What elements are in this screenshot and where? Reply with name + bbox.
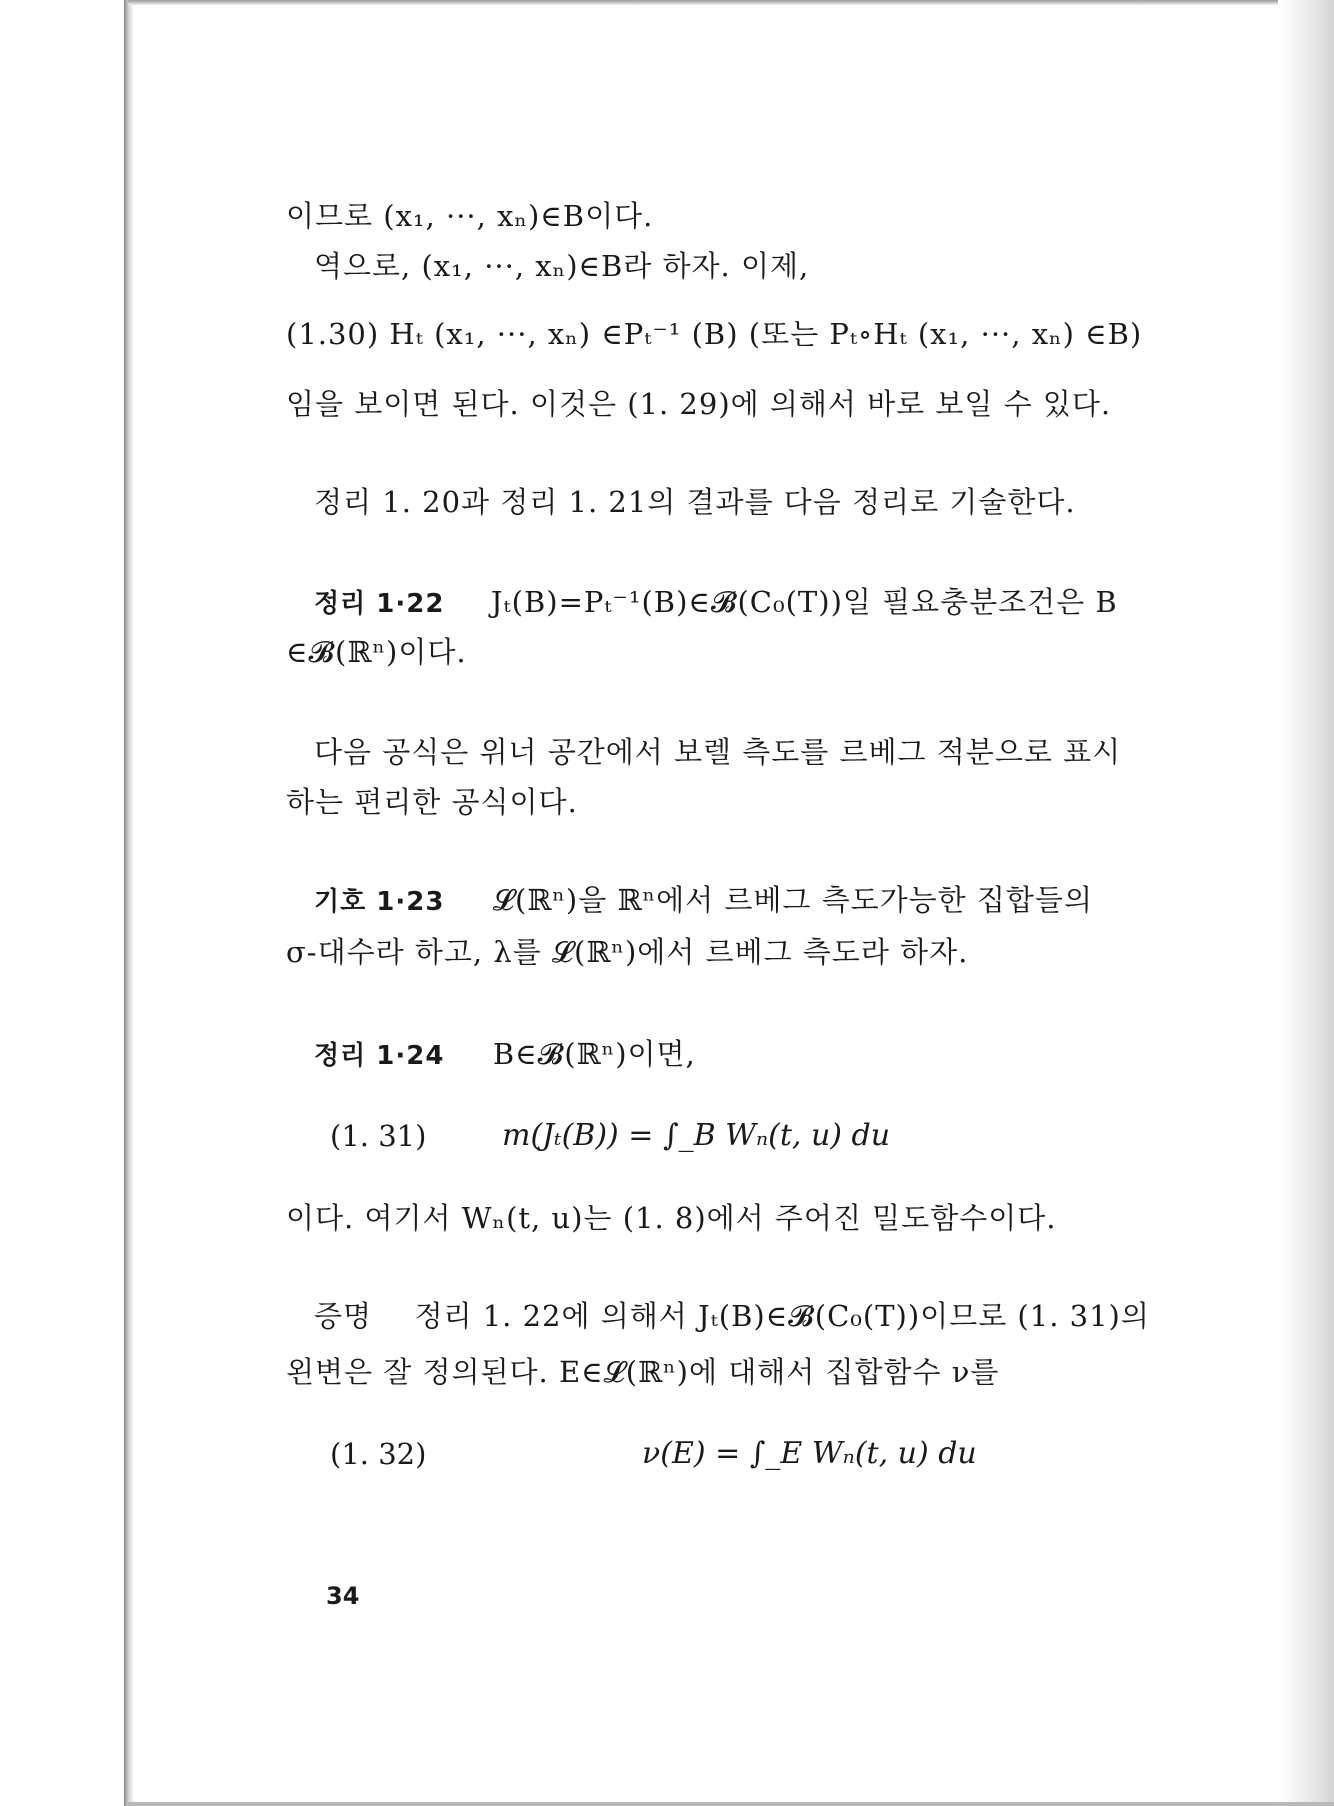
equation-1-32: ν(E) = ∫_E Wₙ(t, u) du <box>642 1436 977 1471</box>
equation-number: (1. 32) <box>330 1437 427 1471</box>
text-line-2: 역으로, (x₁, ···, xₙ)∈B라 하자. 이제, <box>314 249 810 283</box>
text-line-5: 정리 1. 20과 정리 1. 21의 결과를 다음 정리로 기술한다. <box>314 485 1076 519</box>
page-bottom-edge <box>128 1802 1334 1806</box>
page-number: 34 <box>326 1582 360 1610</box>
text-line-1: 이므로 (x₁, ···, xₙ)∈B이다. <box>286 199 654 233</box>
theorem-1-22-line <box>314 584 1118 622</box>
page-shadow-right <box>1278 0 1334 1806</box>
text-line-8: 다음 공식은 위너 공간에서 보렐 측도를 르베그 적분으로 표시 <box>314 735 1122 769</box>
theorem-text: B∈𝓑(ℝⁿ)이면, <box>492 1037 696 1071</box>
text-line-9: 하는 편리한 공식이다. <box>286 785 578 819</box>
equation-1-30: (1.30) Hₜ (x₁, ···, xₙ) ∈Pₜ⁻¹ (B) (또는 Pₜ∘Hₜ (x₁, ···, xₙ) ∈B) <box>286 317 1143 351</box>
notation-label: 기호 1·23 <box>314 887 445 917</box>
text-line-11: σ-대수라 하고, λ를 𝓛(ℝⁿ)에서 르베그 측도라 하자. <box>286 935 969 969</box>
theorem-label: 정리 1·24 <box>314 1041 445 1071</box>
theorem-label: 정리 1·22 <box>314 589 445 619</box>
proof-line <box>314 1298 1150 1334</box>
notation-1-23-line <box>314 882 1093 920</box>
text-line-4: 임을 보이면 된다. 이것은 (1. 29)에 의해서 바로 보일 수 있다. <box>286 387 1112 421</box>
text-line-14: 이다. 여기서 Wₙ(t, u)는 (1. 8)에서 주어진 밀도함수이다. <box>286 1201 1057 1235</box>
proof-label: 증명 <box>314 1299 373 1333</box>
page-edge-left <box>124 0 133 1806</box>
theorem-1-24-line <box>314 1036 696 1074</box>
text-line-7: ∈𝓑(ℝⁿ)이다. <box>286 635 467 669</box>
proof-text: 정리 1. 22에 의해서 Jₜ(B)∈𝓑(C₀(T))이므로 (1. 31)의 <box>414 1299 1150 1333</box>
equation-1-31: m(Jₜ(B)) = ∫_B Wₙ(t, u) du <box>502 1118 891 1153</box>
theorem-text: Jₜ(B)=Pₜ⁻¹(B)∈𝓑(C₀(T))일 필요충분조건은 B <box>490 585 1118 619</box>
text-line-16: 왼변은 잘 정의된다. E∈𝓛(ℝⁿ)에 대해서 집합함수 ν를 <box>286 1355 1000 1389</box>
notation-text: 𝓛(ℝⁿ)을 ℝⁿ에서 르베그 측도가능한 집합들의 <box>492 883 1093 917</box>
page-edge-top <box>128 0 1334 5</box>
equation-number: (1. 31) <box>330 1119 427 1153</box>
